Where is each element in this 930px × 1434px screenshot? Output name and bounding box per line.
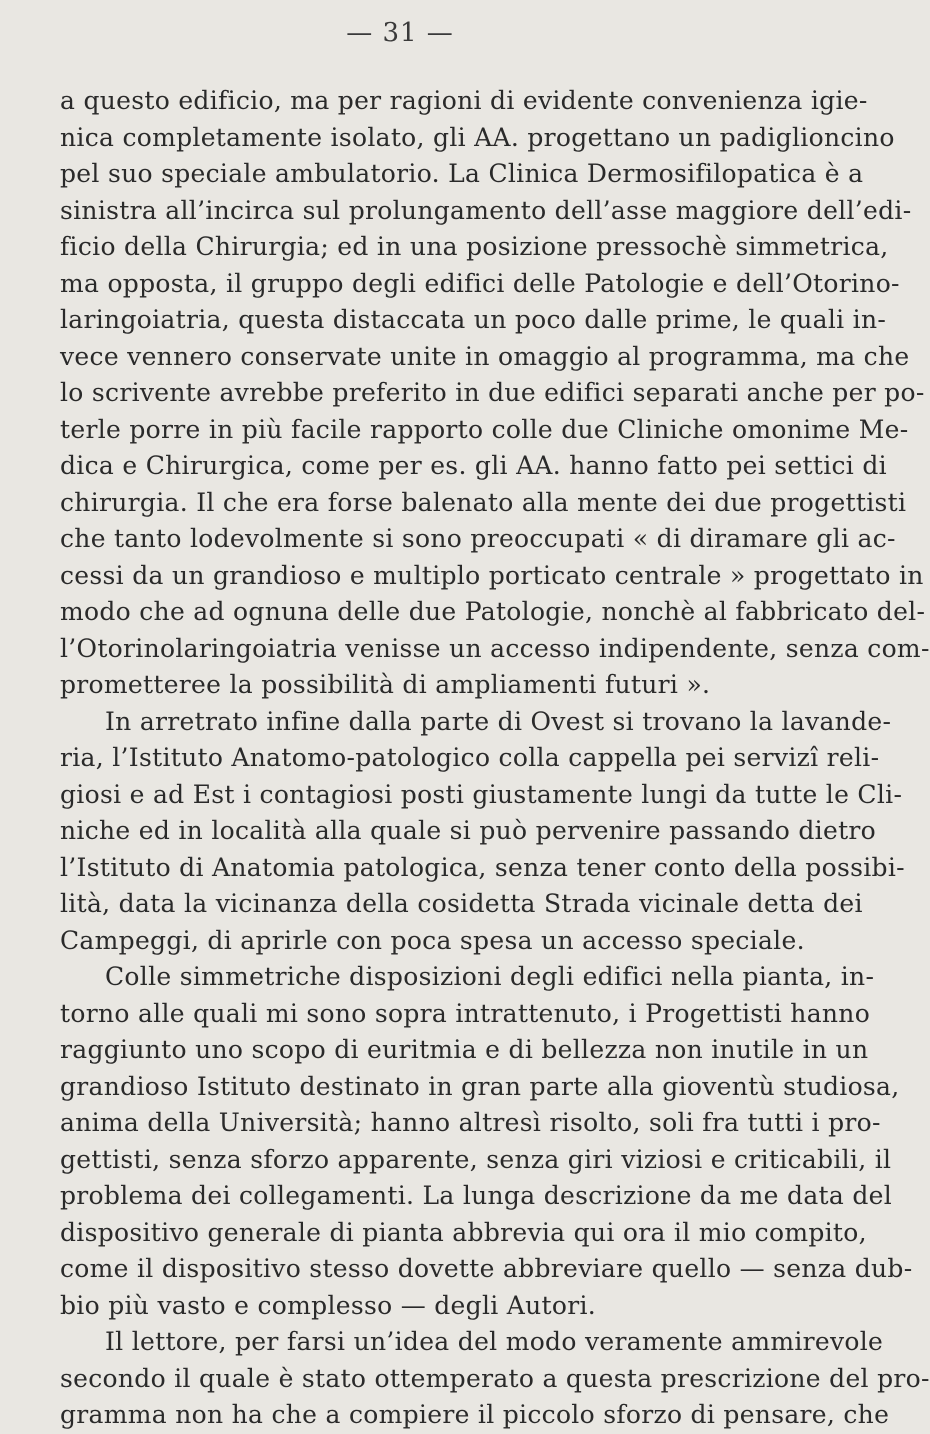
text-line: vece vennero conservate unite in omaggio al programma, ma che: [60, 341, 910, 371]
text-line: dica e Chirurgica, come per es. gli AA. hanno fatto pei settici di: [60, 451, 887, 480]
text-line: l’Otorinolaringoiatria venisse un accesso indipendente, senza com-: [60, 633, 930, 663]
text-line: terle porre in più facile rapporto colle due Cliniche omonime Me-: [60, 414, 909, 444]
text-line: dispositivo generale di pianta abbrevia qui ora il mio compito,: [60, 1217, 867, 1247]
text-line: a questo edificio, ma per ragioni di evidente convenienza igie-: [60, 86, 868, 115]
text-line: anima della Università; hanno altresì risolto, soli fra tutti i pro-: [60, 1108, 881, 1137]
body-text: [60, 83, 930, 1434]
text-line: Il lettore, per farsi un’idea del modo veramente ammirevole: [105, 1327, 884, 1356]
text-line: Colle simmetriche disposizioni degli edifici nella pianta, in-: [105, 962, 875, 991]
text-line: cessi da un grandioso e multiplo porticato centrale » progettato in: [60, 560, 924, 590]
text-line: pel suo speciale ambulatorio. La Clinica Dermosifilopatica è a: [60, 159, 864, 188]
text-line: lo scrivente avrebbe preferito in due edifici separati anche per po-: [60, 378, 925, 407]
text-line: laringoiatria, questa distaccata un poco dalle prime, le quali in-: [60, 305, 887, 334]
text-line: chirurgia. Il che era forse balenato alla mente dei due progettisti: [60, 487, 907, 517]
page-number: — 31 —: [346, 18, 454, 48]
text-line: gramma non ha che a compiere il piccolo sforzo di pensare, che: [60, 1400, 890, 1429]
text-line: che tanto lodevolmente si sono preoccupati « di diramare gli ac-: [60, 524, 896, 553]
text-line: ficio della Chirurgia; ed in una posizione pressochè simmetrica,: [60, 232, 889, 261]
text-line: ria, l’Istituto Anatomo-patologico colla cappella pei servizî reli-: [60, 743, 880, 772]
text-line: modo che ad ognuna delle due Patologie, nonchè al fabbricato del-: [60, 597, 926, 626]
text-line: nica completamente isolato, gli AA. progettano un padiglioncino: [60, 122, 895, 152]
text-line: l’Istituto di Anatomia patologica, senza tener conto della possibi-: [60, 852, 905, 882]
text-line: secondo il quale è stato ottemperato a questa prescrizione del pro-: [60, 1363, 930, 1393]
text-line: torno alle quali mi sono sopra intrattenuto, i Progettisti hanno: [60, 998, 871, 1028]
text-line: come il dispositivo stesso dovette abbreviare quello — senza dub-: [60, 1254, 913, 1283]
text-line: raggiunto uno scopo di euritmia e di bellezza non inutile in un: [60, 1035, 869, 1064]
text-line: sinistra all’incirca sul prolungamento dell’asse maggiore dell’edi-: [60, 195, 912, 225]
text-line: gettisti, senza sforzo apparente, senza giri viziosi e criticabili, il: [60, 1144, 892, 1174]
text-line: lità, data la vicinanza della cosidetta Strada vicinale detta dei: [60, 889, 863, 918]
text-line: grandioso Istituto destinato in gran parte alla gioventù studiosa,: [60, 1071, 900, 1101]
text-line: problema dei collegamenti. La lunga descrizione da me data del: [60, 1181, 893, 1210]
text-line: giosi e ad Est i contagiosi posti giustamente lungi da tutte le Cli-: [60, 779, 903, 809]
text-line: prometteree la possibilità di ampliamenti futuri ».: [60, 670, 711, 699]
text-line: In arretrato infine dalla parte di Ovest si trovano la lavande-: [105, 706, 892, 736]
text-line: bio più vasto e complesso — degli Autori.: [60, 1290, 597, 1320]
text-line: ma opposta, il gruppo degli edifici delle Patologie e dell’Otorino-: [60, 268, 900, 298]
text-line: niche ed in località alla quale si può pervenire passando dietro: [60, 816, 877, 845]
text-line: Campeggi, di aprirle con poca spesa un accesso speciale.: [60, 925, 805, 955]
